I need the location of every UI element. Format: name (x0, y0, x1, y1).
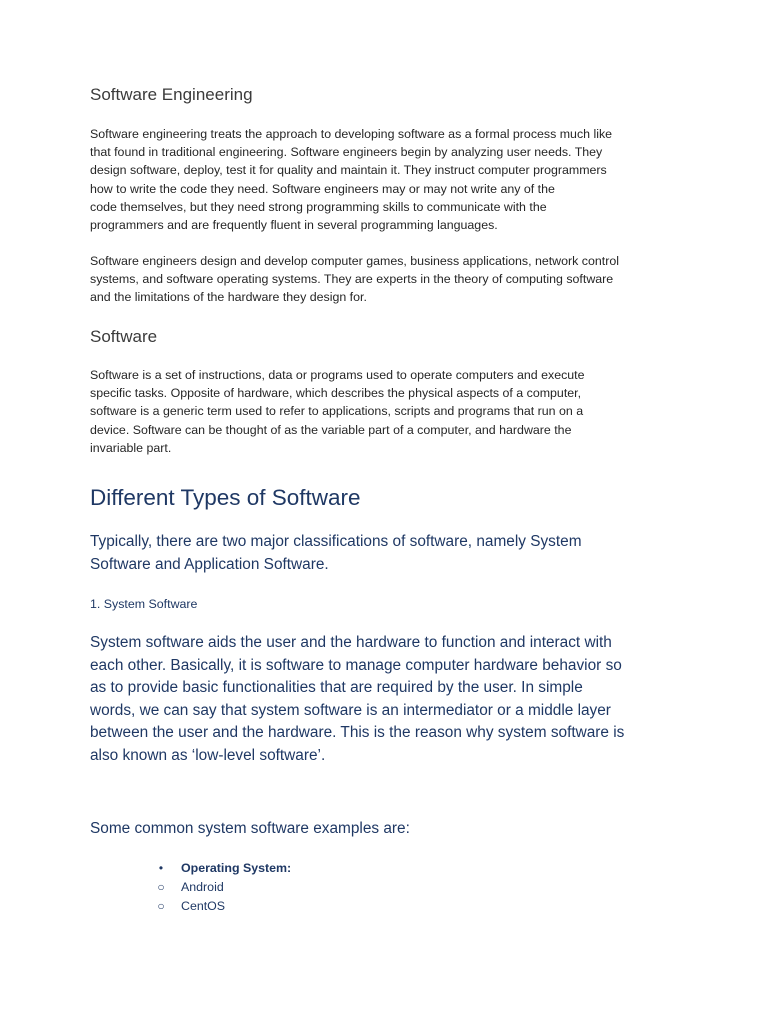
software-paragraph: Software is a set of instructions, data or programs used to operate computers and execute specific tasks. Opposite of hardware, which describes the physical aspects of a computer, software is a generic term used to refer to applications, scripts and programs that run on a device. Software can be thought of as the variable part of a computer, and hardware the invariable part. (90, 368, 585, 455)
list-item-text: CentOS (181, 899, 226, 913)
software-heading: Software (90, 327, 158, 346)
list-item-text: Android (181, 880, 224, 894)
software-engineering-heading: Software Engineering (90, 85, 253, 104)
examples-intro: Some common system software examples are: (90, 820, 410, 837)
types-intro-paragraph: Typically, there are two major classifications of software, namely System Software and Application Software. (90, 533, 582, 573)
software-engineering-paragraph-1: Software engineering treats the approach to developing software as a formal process much like that found in traditional engineering. Software engineers begin by analyzing user needs. They design software, deploy, test it for quality and maintain it. They instruct computer programmers how to write the code they need. Software engineers may or may not write any of the code themselves, but they need strong programming skills to communicate with the programmers and are frequently fluent in several programming languages. (90, 127, 613, 233)
system-software-label: 1. System Software (90, 597, 198, 611)
software-engineering-paragraph-2: Software engineers design and develop computer games, business applications, network control systems, and software operating systems. They are experts in the theory of computing software and the limitations of the hardware they design for. (90, 254, 619, 305)
list-item-text: Operating System: (181, 861, 292, 875)
different-types-heading: Different Types of Software (90, 485, 361, 510)
list-item (156, 897, 291, 916)
hollow-bullet-icon: ○ (157, 880, 165, 894)
bullet-icon: • (158, 861, 164, 875)
list-item (156, 859, 291, 878)
system-software-paragraph: System software aids the user and the hardware to function and interact with each other. Basically, it is software to manage computer hardware behavior so as to provide basic functionalities that are required by the user. In simple words, we can say that system software is an intermediator or a middle layer between the user and the hardware. This is the reason why system software is also known as ‘low-level software’. (90, 634, 625, 764)
examples-list (156, 859, 291, 916)
list-item (156, 878, 291, 897)
hollow-bullet-icon: ○ (157, 899, 165, 913)
